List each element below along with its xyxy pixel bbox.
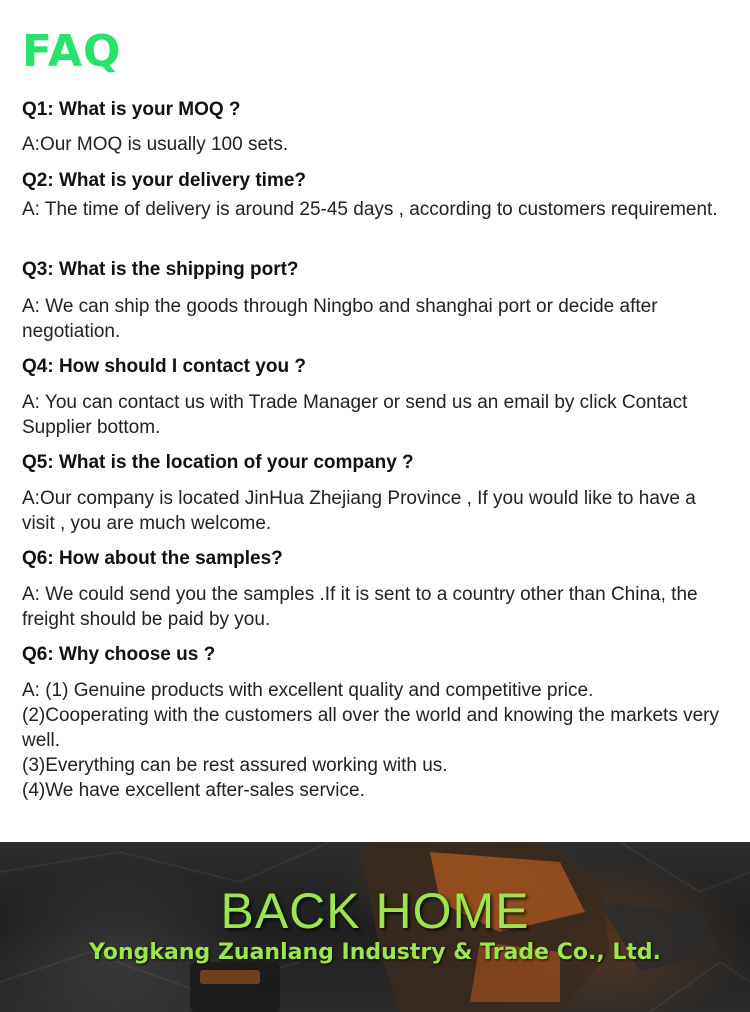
faq-answer-1: [22, 132, 730, 157]
faq-question-3: Q3: What is the shipping port?: [22, 259, 299, 280]
company-name: Yongkang Zuanlang Industry & Trade Co., Ltd.: [88, 940, 661, 965]
faq-answer-7: [22, 678, 730, 803]
faq-question-1: Q1: What is your MOQ ?: [22, 99, 241, 120]
answer-line: (2)Cooperating with the customers all over the world and knowing the markets very well.: [22, 705, 719, 751]
faq-question-7: Q6: Why choose us ?: [22, 644, 216, 665]
faq-question-6: Q6: How about the samples?: [22, 548, 283, 569]
answer-line: (4)We have excellent after-sales service.: [22, 780, 365, 801]
faq-question-4: Q4: How should I contact you ?: [22, 356, 306, 377]
faq-answer-5: [22, 486, 730, 536]
faq-title: FAQ: [22, 26, 122, 77]
faq-answer-3: [22, 294, 730, 344]
back-home-banner[interactable]: [0, 842, 750, 1012]
faq-question-2: Q2: What is your delivery time?: [22, 170, 307, 191]
answer-line: A: The time of delivery is around 25-45 days , according to customers requirement.: [22, 199, 718, 220]
answer-line: A: (1) Genuine products with excellent quality and competitive price.: [22, 680, 594, 701]
answer-line: A:Our company is located JinHua Zhejiang Province , If you would like to have a visit , you are much welcome.: [22, 488, 696, 534]
faq-answer-6: [22, 582, 730, 632]
answer-line: A: We could send you the samples .If it is sent to a country other than China, the freight should be paid by you.: [22, 584, 698, 630]
faq-question-5: Q5: What is the location of your company ?: [22, 452, 414, 473]
answer-line: A:Our MOQ is usually 100 sets.: [22, 134, 289, 155]
answer-line: A: We can ship the goods through Ningbo and shanghai port or decide after negotiation.: [22, 296, 658, 342]
banner-title: BACK HOME: [220, 883, 530, 939]
answer-line: A: You can contact us with Trade Manager or send us an email by click Contact Supplier bottom.: [22, 392, 688, 438]
answer-line: (3)Everything can be rest assured working with us.: [22, 755, 448, 776]
faq-answer-2: [22, 197, 730, 222]
faq-answer-4: [22, 390, 730, 440]
